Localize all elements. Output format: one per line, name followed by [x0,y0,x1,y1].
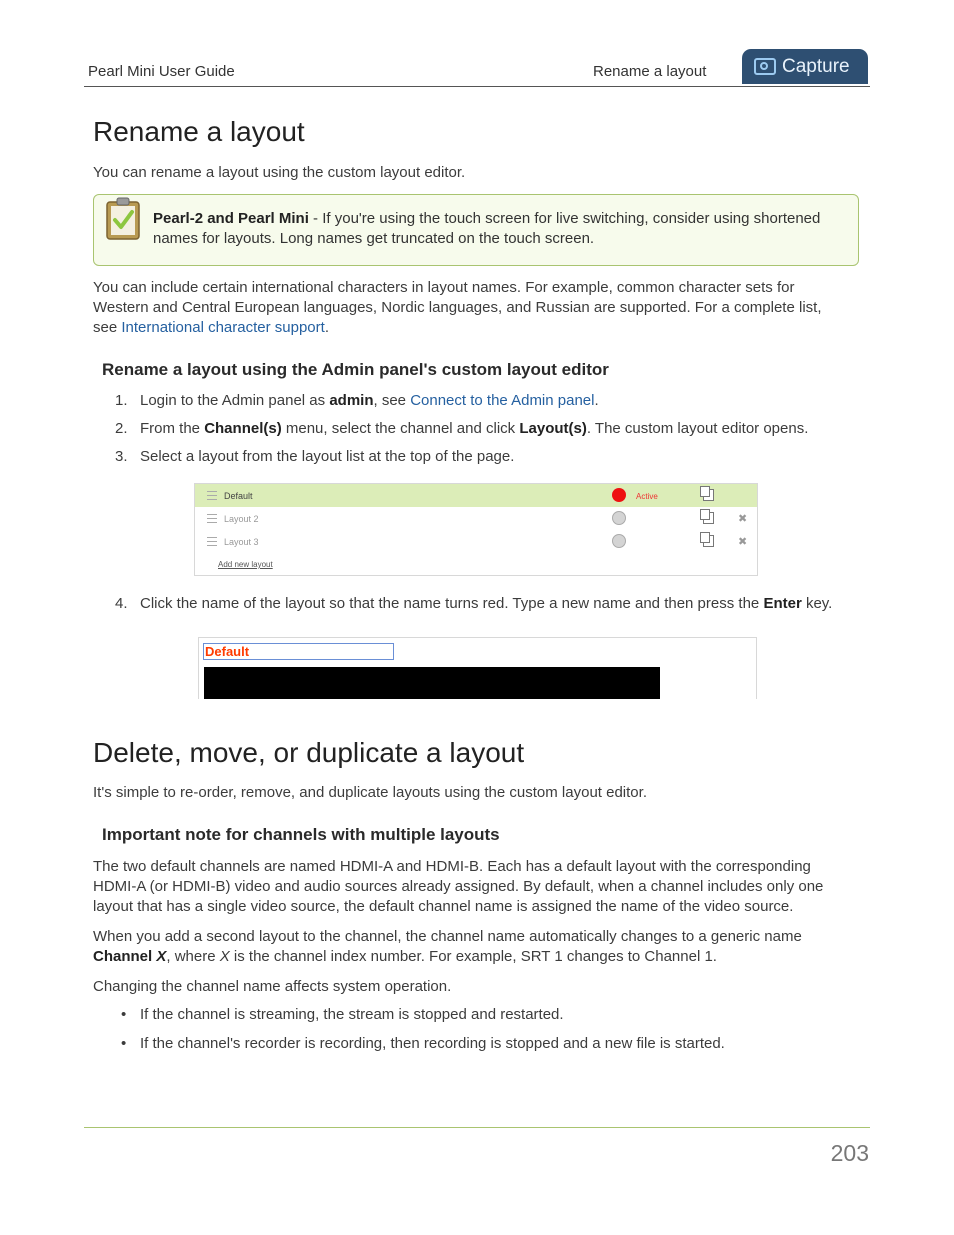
step-3 [115,447,514,467]
intl-line3-post: . [324,319,329,336]
note-line2: names for layouts. Long names get truncated on the touch screen. [153,230,595,247]
add-new-layout-link[interactable]: Add new layout [218,560,273,569]
capture-brand-tab [742,49,868,84]
rename-field-screenshot [198,637,757,699]
intl-paragraph [93,278,821,338]
channels-paragraph [93,857,823,917]
p2-var2: X [219,948,230,965]
second-layout-paragraph [93,927,802,967]
delete-icon[interactable]: ✖ [738,513,748,525]
duplicate-icon[interactable] [703,512,714,524]
intl-line3-pre: see [93,319,122,336]
step-4-bold: Enter [763,595,802,612]
delete-icon[interactable]: ✖ [738,536,748,548]
camera-icon [754,58,776,75]
step-1-mid: , see [373,392,411,409]
p1-line1: The two default channels are named HDMI-A and HDMI-B. Each has a default layout with the corresponding [93,858,811,875]
inactive-status-dot-icon[interactable] [612,511,626,525]
intl-line1: You can include certain international characters in layout names. For example, common character sets for [93,279,795,296]
drag-handle-icon[interactable] [207,514,217,523]
p2-bold: Channel [93,948,157,965]
step-3-number: 3. [115,448,128,465]
step-2-bold-1: Channel(s) [204,420,282,437]
rename-intro: You can rename a layout using the custom layout editor. [93,164,466,181]
step-4-pre: Click the name of the layout so that the name turns red. Type a new name and then press the [140,595,764,612]
step-4-post: key. [801,595,833,612]
step-1-number: 1. [115,392,128,409]
step-1 [115,391,599,411]
step-2-number: 2. [115,420,128,437]
step-3-text: Select a layout from the layout list at the top of the page. [140,448,515,465]
bullet-item: • If the channel is streaming, the stream is stopped and restarted. [121,1006,564,1023]
rename-heading: Rename a layout [93,116,305,147]
step-1-pre: Login to the Admin panel as [140,392,330,409]
bullet-text: If the channel's recorder is recording, then recording is stopped and a new file is started. [140,1035,725,1052]
delete-heading: Delete, move, or duplicate a layout [93,737,525,768]
p1-line3: layout that has a single video source, the default channel name is assigned the name of the video source. [93,898,794,915]
step-1-bold: admin [329,392,374,409]
p2-mid: , where [166,948,220,965]
p1-line2: HDMI-A (or HDMI-B) video and audio sources already assigned. By default, when a channel includes only one [93,878,824,895]
section-title: Rename a layout [593,63,707,80]
connect-admin-link[interactable]: Connect to the Admin panel [410,392,595,409]
note-line1: - If you're using the touch screen for live switching, consider using shortened [308,210,821,227]
bullet-item: • If the channel's recorder is recording, then recording is stopped and a new file is started. [121,1035,725,1052]
footer-divider [84,1127,870,1128]
delete-subheading: Important note for channels with multiple layouts [102,825,500,844]
drag-handle-icon[interactable] [207,537,217,546]
layout-name-input[interactable]: Default [203,643,394,660]
header-divider [84,86,870,87]
layout-name[interactable]: Layout 2 [224,514,259,524]
duplicate-icon[interactable] [703,535,714,547]
page-number: 203 [830,1140,869,1166]
active-status-dot-icon [612,488,626,502]
note-text [153,209,843,249]
step-2-post: . The custom layout editor opens. [586,420,809,437]
active-label: Active [636,492,658,501]
step-4-number: 4. [115,595,128,612]
guide-title: Pearl Mini User Guide [88,63,235,80]
p2-post: is the channel index number. For example, SRT 1 changes to Channel 1. [229,948,717,965]
layout-row[interactable] [195,530,757,553]
layout-list-screenshot [194,483,758,576]
brand-label: Capture [782,55,850,77]
layout-name[interactable]: Layout 3 [224,537,259,547]
layout-name[interactable]: Default [224,491,253,501]
p2-var: X [156,948,167,965]
step-2 [115,419,808,439]
channel-name-paragraph: Changing the channel name affects system operation. [93,978,452,995]
inactive-status-dot-icon[interactable] [612,534,626,548]
step-2-mid: menu, select the channel and click [281,420,520,437]
clipboard-check-icon [105,197,141,241]
rename-subheading: Rename a layout using the Admin panel's custom layout editor [102,360,609,379]
layout-row[interactable] [195,484,757,507]
p2-line1: When you add a second layout to the channel, the channel name automatically changes to a generic name [93,928,802,945]
bullet-text: If the channel is streaming, the stream is stopped and restarted. [140,1006,564,1023]
intl-support-link[interactable]: International character support [121,319,325,336]
step-1-post: . [594,392,599,409]
note-bold: Pearl-2 and Pearl Mini [153,210,309,227]
step-2-bold-2: Layout(s) [519,420,587,437]
layout-preview-canvas [204,667,660,699]
delete-intro: It's simple to re-order, remove, and duplicate layouts using the custom layout editor. [93,784,647,801]
layout-row[interactable] [195,507,757,530]
drag-handle-icon[interactable] [207,491,217,500]
duplicate-icon[interactable] [703,489,714,501]
intl-line2: Western and Central European languages, Nordic languages, and Russian are supported. For a complete list, [93,299,822,316]
step-2-pre: From the [140,420,205,437]
step-4 [115,594,832,614]
